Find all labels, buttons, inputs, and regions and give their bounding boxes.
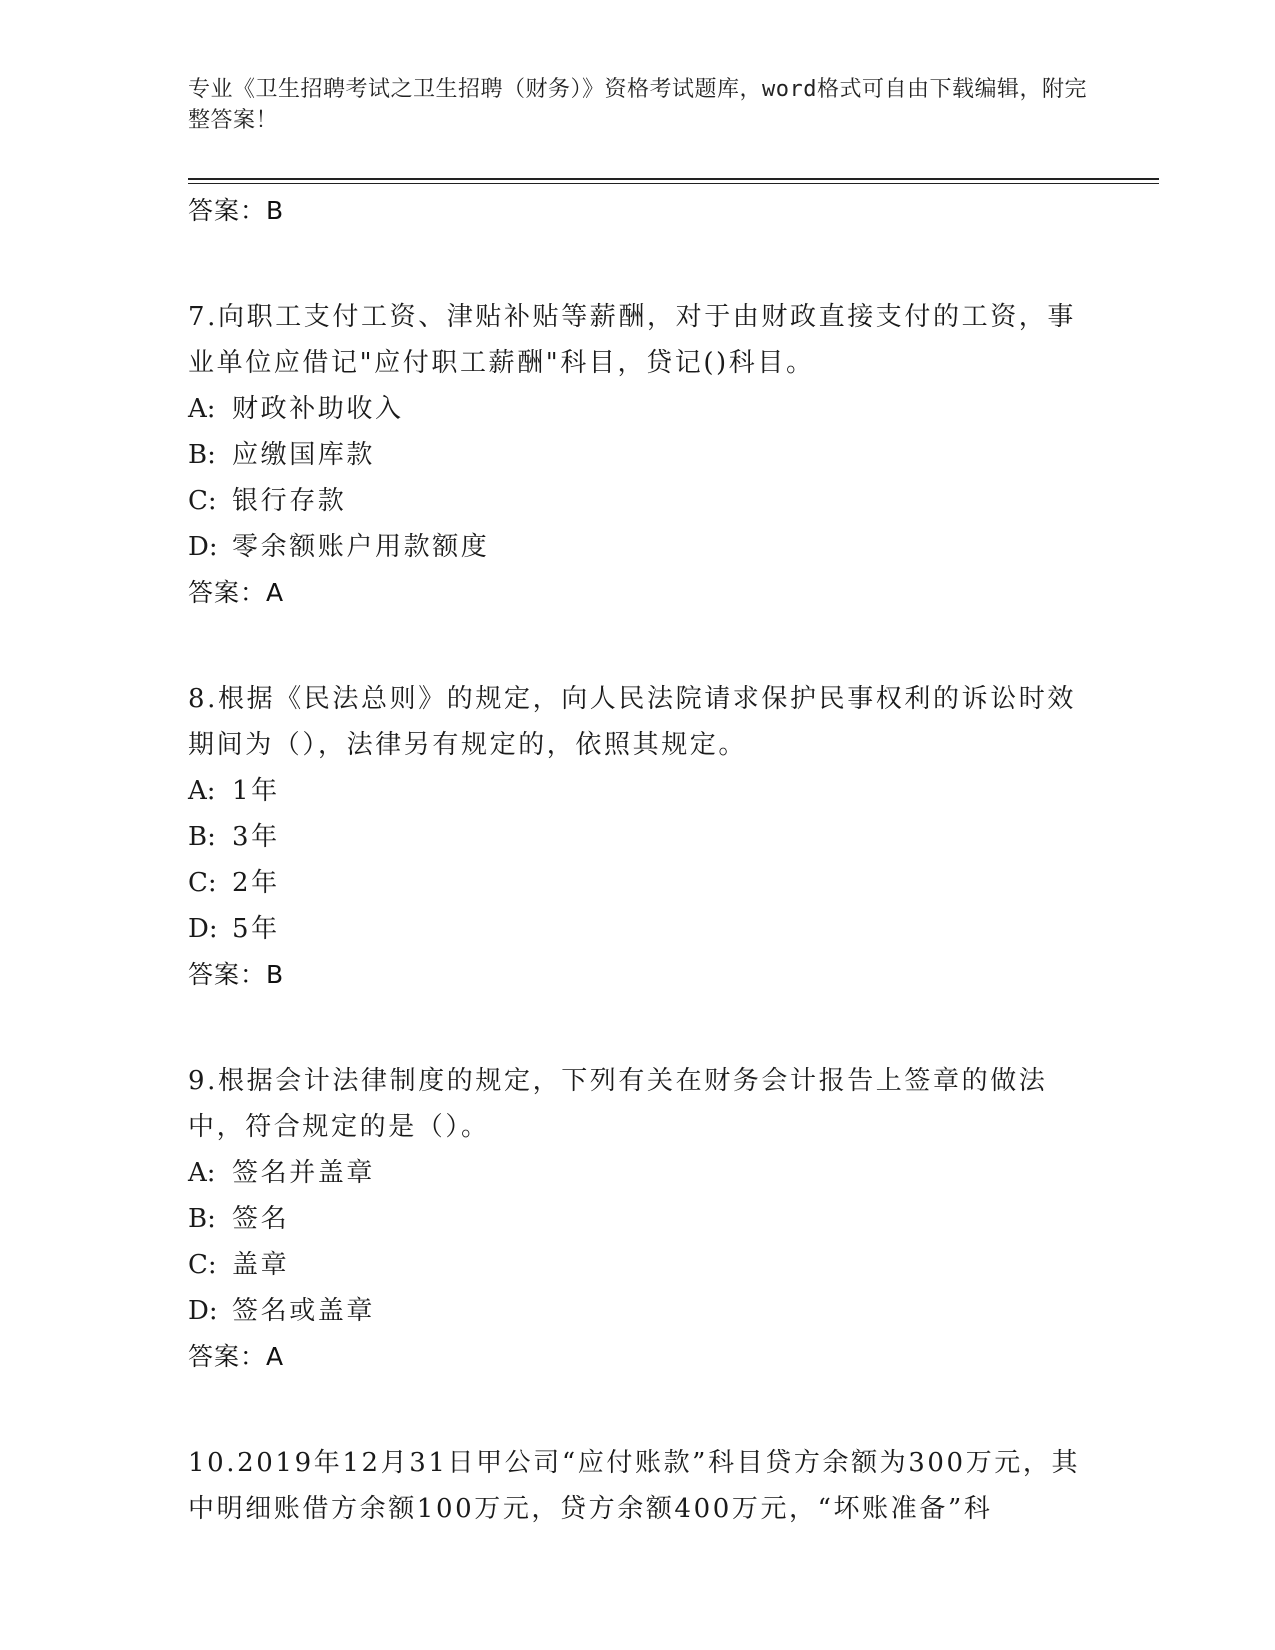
option-c bbox=[188, 1242, 1088, 1288]
option-text: 签名 bbox=[232, 1204, 290, 1234]
spacer bbox=[188, 234, 1088, 294]
header-divider-thick bbox=[188, 178, 1159, 180]
option-letter: C: bbox=[188, 1250, 217, 1280]
question-list bbox=[188, 188, 1088, 1532]
option-text: 银行存款 bbox=[232, 486, 347, 516]
option-d bbox=[188, 524, 1088, 570]
option-b bbox=[188, 432, 1088, 478]
option-letter: B: bbox=[188, 440, 216, 470]
spacer bbox=[188, 998, 1088, 1058]
option-d bbox=[188, 1288, 1088, 1334]
question-item bbox=[188, 294, 1088, 616]
option-letter: D: bbox=[188, 914, 218, 944]
question-text: 8.根据《民法总则》的规定，向人民法院请求保护民事权利的诉讼时效期间为（），法律另有规定的，依照其规定。 bbox=[188, 684, 1077, 760]
option-letter: A: bbox=[188, 776, 216, 806]
option-b bbox=[188, 814, 1088, 860]
option-d bbox=[188, 906, 1088, 952]
question-item bbox=[188, 676, 1088, 998]
option-text: 1年 bbox=[232, 776, 280, 806]
question-item bbox=[188, 1440, 1088, 1532]
option-b bbox=[188, 1196, 1088, 1242]
spacer bbox=[188, 616, 1088, 676]
option-letter: A: bbox=[188, 1158, 216, 1188]
option-letter: D: bbox=[188, 1296, 218, 1326]
option-a bbox=[188, 386, 1088, 432]
option-text: 盖章 bbox=[232, 1250, 290, 1280]
answer-line: 答案：B bbox=[188, 960, 285, 989]
option-letter: C: bbox=[188, 486, 217, 516]
answer-line: 答案：A bbox=[188, 1342, 285, 1371]
option-letter: D: bbox=[188, 532, 218, 562]
option-letter: C: bbox=[188, 868, 217, 898]
question-text: 10.2019年12月31日甲公司“应付账款”科目贷方余额为300万元，其中明细账借方余额100万元，贷方余额400万元，“坏账准备”科 bbox=[188, 1448, 1081, 1524]
question-text: 7.向职工支付工资、津贴补贴等薪酬，对于由财政直接支付的工资，事业单位应借记"应付职工薪酬"科目，贷记()科目。 bbox=[188, 302, 1077, 378]
option-text: 应缴国库款 bbox=[232, 440, 376, 470]
option-text: 财政补助收入 bbox=[232, 394, 404, 424]
option-text: 签名或盖章 bbox=[232, 1296, 376, 1326]
option-letter: A: bbox=[188, 394, 216, 424]
option-text: 3年 bbox=[232, 822, 280, 852]
question-item bbox=[188, 1058, 1088, 1380]
option-letter: B: bbox=[188, 1204, 216, 1234]
page-header-text: 专业《卫生招聘考试之卫生招聘（财务）》资格考试题库，word格式可自由下载编辑，附完整答案！ bbox=[188, 77, 1087, 133]
spacer bbox=[188, 1380, 1088, 1440]
option-text: 2年 bbox=[232, 868, 280, 898]
option-text: 5年 bbox=[232, 914, 280, 944]
option-text: 签名并盖章 bbox=[232, 1158, 376, 1188]
option-a bbox=[188, 1150, 1088, 1196]
header-divider-thin bbox=[188, 183, 1159, 184]
option-c bbox=[188, 860, 1088, 906]
option-a bbox=[188, 768, 1088, 814]
question-text: 9.根据会计法律制度的规定，下列有关在财务会计报告上签章的做法中，符合规定的是（）。 bbox=[188, 1066, 1048, 1142]
option-text: 零余额账户用款额度 bbox=[232, 532, 490, 562]
option-letter: B: bbox=[188, 822, 216, 852]
option-c bbox=[188, 478, 1088, 524]
answer-line: 答案：B bbox=[188, 196, 285, 225]
answer-line: 答案：A bbox=[188, 578, 285, 607]
